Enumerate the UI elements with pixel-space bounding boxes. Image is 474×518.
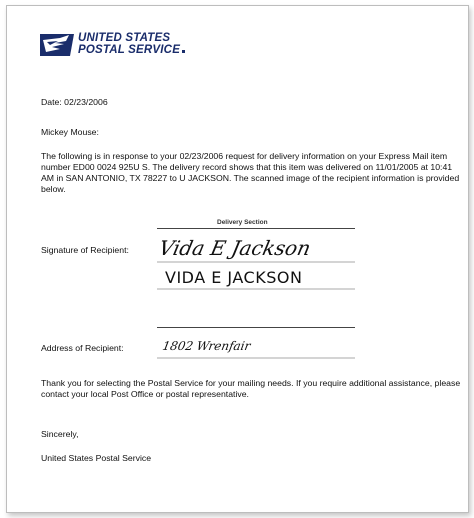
usps-wordmark [78,32,185,56]
closing-paragraph: Thank you for selecting the Postal Service for your mailing needs. If you require additional assistance, please contact your local Post Office or postal representative. [41,378,461,399]
scan-rule-top [157,228,355,229]
signoff-name: United States Postal Service [41,453,152,463]
letter-body-paragraph: The following is in response to your 02/23/2006 request for delivery information on your Express Mail item number ED00 0024 925U S. The delivery record shows that this item was delivered on 11/01/2005 at 10:41 AM in SAN ANTONIO, TX 78227 to U JACKSON. The scanned image of the recipient information is provided below. [41,151,460,194]
recipient-address-image [157,332,357,360]
delivery-section-title: Delivery Section [217,219,268,226]
signature-print: VIDA E JACKSON [165,268,303,287]
letter-greeting: Mickey Mouse: [41,127,99,137]
closing-salutation: Sincerely, [41,429,79,439]
scan-rule-address-top [157,327,355,328]
signature-cursive: Vida E Jackson [157,236,313,260]
letter-date: Date: 02/23/2006 [41,97,108,107]
recipient-signature-image [157,231,357,293]
org-name-line1: UNITED STATES [78,32,171,44]
eagle-icon [40,32,74,58]
letter-page [6,5,469,513]
address-label: Address of Recipient: [41,343,124,353]
address-handwriting: 1802 Wrenfair [161,339,252,353]
brand-dot [182,50,185,53]
signature-label: Signature of Recipient: [41,245,129,255]
org-name-line2: POSTAL SERVICE [78,44,181,56]
